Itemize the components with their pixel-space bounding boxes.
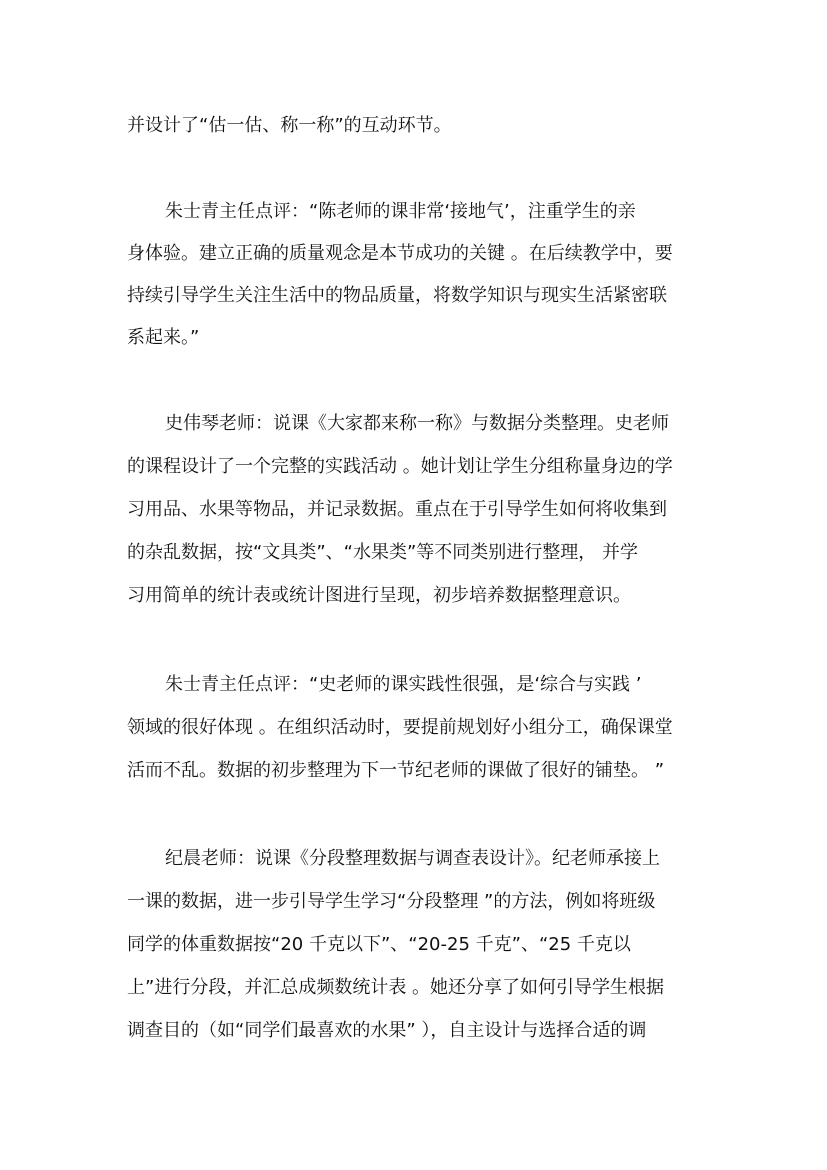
paragraph-line: 习用品、水果等物品，并记录数据。重点在于引导学生如何将收集到: [127, 499, 667, 520]
paragraph-line: 系起来。”: [127, 327, 200, 348]
paragraph-line: 上”进行分段，并汇总成频数统计表 。她还分享了如何引导学生根据: [127, 977, 665, 998]
paragraph-line: 持续引导学生关注生活中的物品质量，将数学知识与现实生活紧密联: [127, 285, 667, 306]
paragraph-line: 领域的很好体现 。在组织活动时，要提前规划好小组分工，确保课堂: [127, 717, 673, 738]
paragraph-line: 活而不乱。数据的初步整理为下一节纪老师的课做了很好的铺垫。 ”: [127, 760, 665, 781]
paragraph-line: 调查目的（如“同学们最喜欢的水果” ），自主设计与选择合适的调: [127, 1020, 647, 1041]
paragraph-line: 并设计了“估一估、称一称”的互动环节。: [127, 115, 452, 136]
paragraph-line: 纪晨老师：说课《分段整理数据与调查表设计》。纪老师承接上: [165, 848, 660, 869]
paragraph-line: 同学的体重数据按“20 千克以下”、“20-25 千克”、“25 千克以: [127, 934, 631, 955]
paragraph-line: 朱士青主任点评：“史老师的课实践性很强，是‘综合与实践 ’: [165, 674, 642, 695]
paragraph-line: 的课程设计了一个完整的实践活动 。她计划让学生分组称量身边的学: [127, 456, 673, 477]
paragraph-line: 朱士青主任点评：“陈老师的课非常‘接地气’，注重学生的亲: [165, 201, 636, 222]
paragraph-line: 的杂乱数据，按“文具类”、“水果类”等不同类别进行整理， 并学: [127, 542, 639, 563]
paragraph-line: 一课的数据，进一步引导学生学习“分段整理 ”的方法，例如将班级: [127, 891, 656, 912]
paragraph-line: 习用简单的统计表或统计图进行呈现，初步培养数据整理意识。: [127, 585, 631, 606]
paragraph-line: 史伟琴老师：说课《大家都来称一称》与数据分类整理。史老师: [165, 413, 669, 434]
paragraph-line: 身体验。建立正确的质量观念是本节成功的关键 。在后续教学中，要: [127, 243, 673, 264]
